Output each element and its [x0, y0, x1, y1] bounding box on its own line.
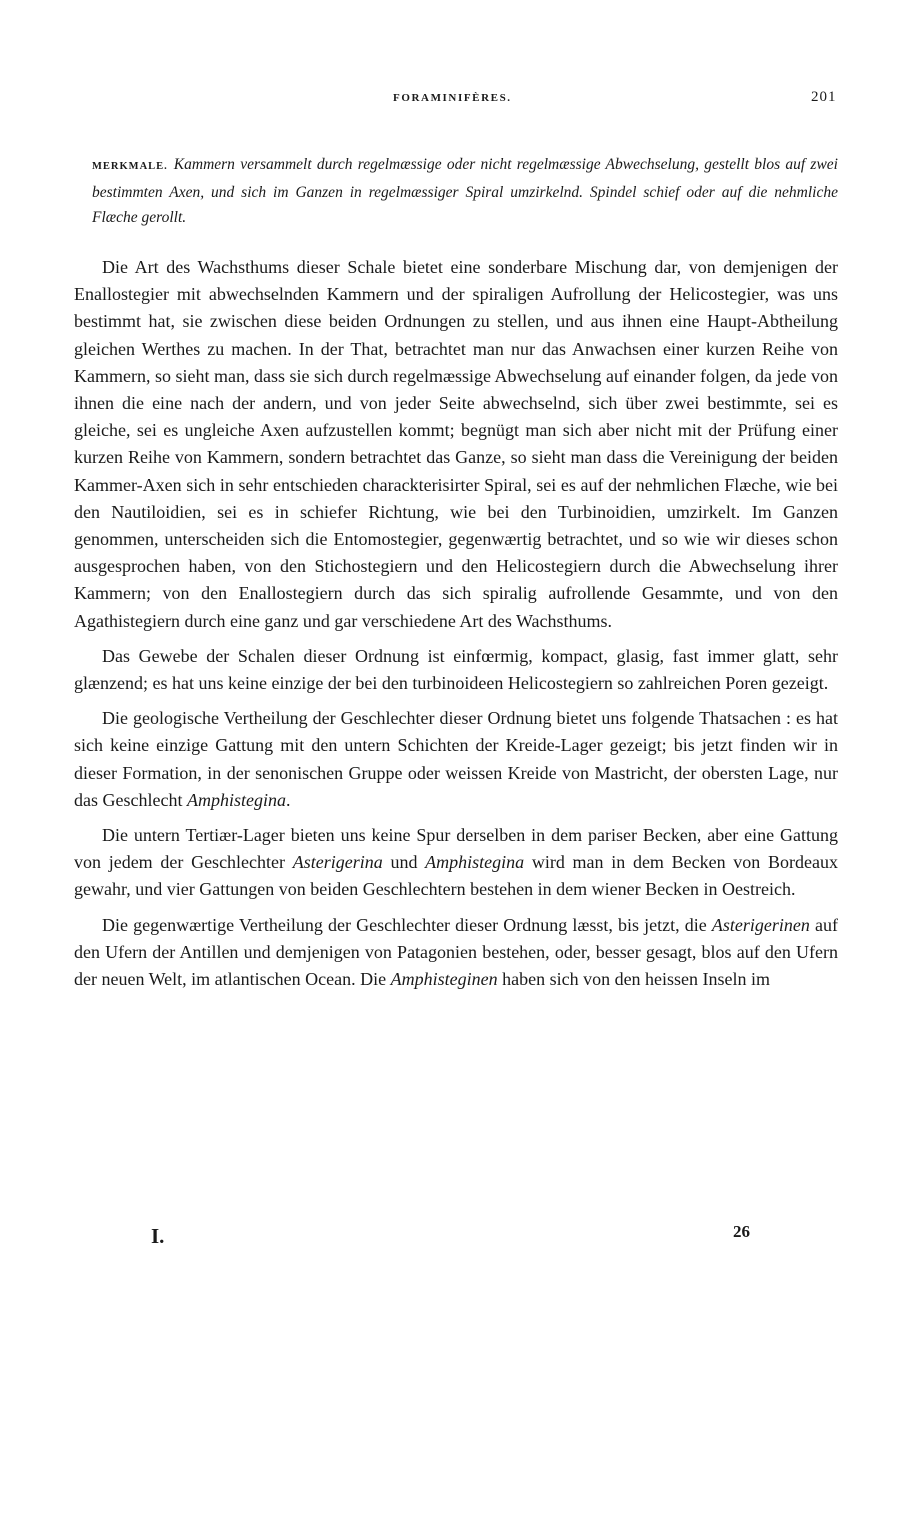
- genus-name: Amphisteginen: [390, 969, 498, 990]
- paragraph-text: Die Art des Wachsthums dieser Schale bietet eine sonderbare Mischung dar, von demjenigen der Enallostegier mit abwechselnden Kammern und der spiraligen Aufrollung der Helicostegier, was uns bestimmt hat, sie zwischen diese beiden Ordnungen zu stellen, und aus ihnen eine Haupt-Abtheilung gleichen Werthes zu machen. In der That, betrachtet man nur das Anwachsen einer kurzen Reihe von Kammern, so sieht man, dass sie sich durch regelmæssige Abwechselung auf einander folgen, da jede von ihnen die eine nach der andern, und von jeder Seite abwechselnd, sich über zwei bestimmte, sei es gleiche, sei es ungleiche Axen aufzustellen kommt; begnügt man sich aber nicht mit der Prüfung einer kurzen Reihe von Kammern, sondern betrachtet das Ganze, so sieht man dass die Vereinigung der beiden Kammer-Axen sich in sehr entschieden charackterisirter Spiral, sei es auf der nehmlichen Flæche, wie bei den Nautiloidien, sei es in schiefer Richtung, wie bei den Turbinoidien, umzirkelt. Im Ganzen genommen, unterscheiden sich die Entomostegier, gegenwærtig betrachtet, und so wie wir dieses schon ausgesprochen haben, von den Stichostegiern und den Helicostegiern durch die Abwechselung ihrer Kammern; von den Enallostegiern durch das sich spiralig aufrollende Gesammte, und von den Agathistegiern durch eine ganz und gar verschiedene Art des Wachsthums.: [74, 257, 838, 631]
- paragraph-growth: [74, 254, 838, 635]
- body-text: [74, 254, 838, 1001]
- genus-name: Amphistegina: [186, 789, 286, 810]
- paragraph-text: wird man in dem Becken von Bordeaux gewahr, und vier Gattungen von beiden Geschlechtern bestehen in dem wiener Becken in Oestreich.: [74, 852, 838, 900]
- characters-text: Kammern versammelt durch regelmæssige oder nicht regelmæssige Abwechselung, gestellt blos auf zwei bestimmten Axen, und sich im Ganzen in regelmæssiger Spiral umzirkelnd. Spindel schief oder auf die nehmliche Flæche gerollt.: [92, 156, 838, 226]
- sheet-number: 26: [733, 1222, 750, 1241]
- page-number: 201: [811, 89, 837, 105]
- paragraph-text: Das Gewebe der Schalen dieser Ordnung ist einfœrmig, kompact, glasig, fast immer glatt, sehr glænzend; es hat uns keine einzige der bei den turbinoideen Helicostegiern so zahlreichen Poren gezeigt.: [74, 645, 838, 694]
- characters-block: [92, 152, 838, 231]
- paragraph-present-distribution: [74, 912, 838, 994]
- running-title: FORAMINIFÈRES.: [393, 92, 512, 104]
- paragraph-text: Die untern Tertiær-Lager bieten uns keine Spur derselben in dem pariser Becken, aber eine Gattung von jedem der Geschlechter: [74, 825, 838, 873]
- genus-name: Amphistegina: [425, 852, 525, 873]
- paragraph-text: auf den Ufern der Antillen und demjenigen von Patagonien bestehen, oder, besser gesagt, blos auf den Ufern der neuen Welt, im atlantischen Ocean. Die: [74, 914, 839, 990]
- paragraph-geological-distribution: [74, 705, 838, 814]
- paragraph-text: haben sich von den heissen Inseln im: [497, 969, 771, 990]
- paragraph-tertiary-layers: [74, 822, 838, 904]
- genus-name: Asterigerinen: [711, 914, 810, 935]
- paragraph-text: und: [382, 852, 426, 873]
- genus-name: Asterigerina: [292, 852, 383, 873]
- running-head: [0, 89, 900, 112]
- paragraph-text: .: [285, 789, 291, 810]
- paragraph-tissue: [74, 643, 838, 697]
- paragraph-text: Die gegenwærtige Vertheilung der Geschlechter dieser Ordnung læsst, bis jetzt, die: [102, 914, 712, 935]
- paragraph-text: Die geologische Vertheilung der Geschlechter dieser Ordnung bietet uns folgende Thatsachen : es hat sich keine einzige Gattung mit den untern Schichten der Kreide-Lager gezeigt; bis jetzt finden wir in dieser Formation, in der senonischen Gruppe oder weissen Kreide von Mastricht, der obersten Lage, nur das Geschlecht: [74, 708, 838, 810]
- characters-label: MERKMALE.: [92, 161, 168, 172]
- signature-mark: I.: [151, 1224, 165, 1248]
